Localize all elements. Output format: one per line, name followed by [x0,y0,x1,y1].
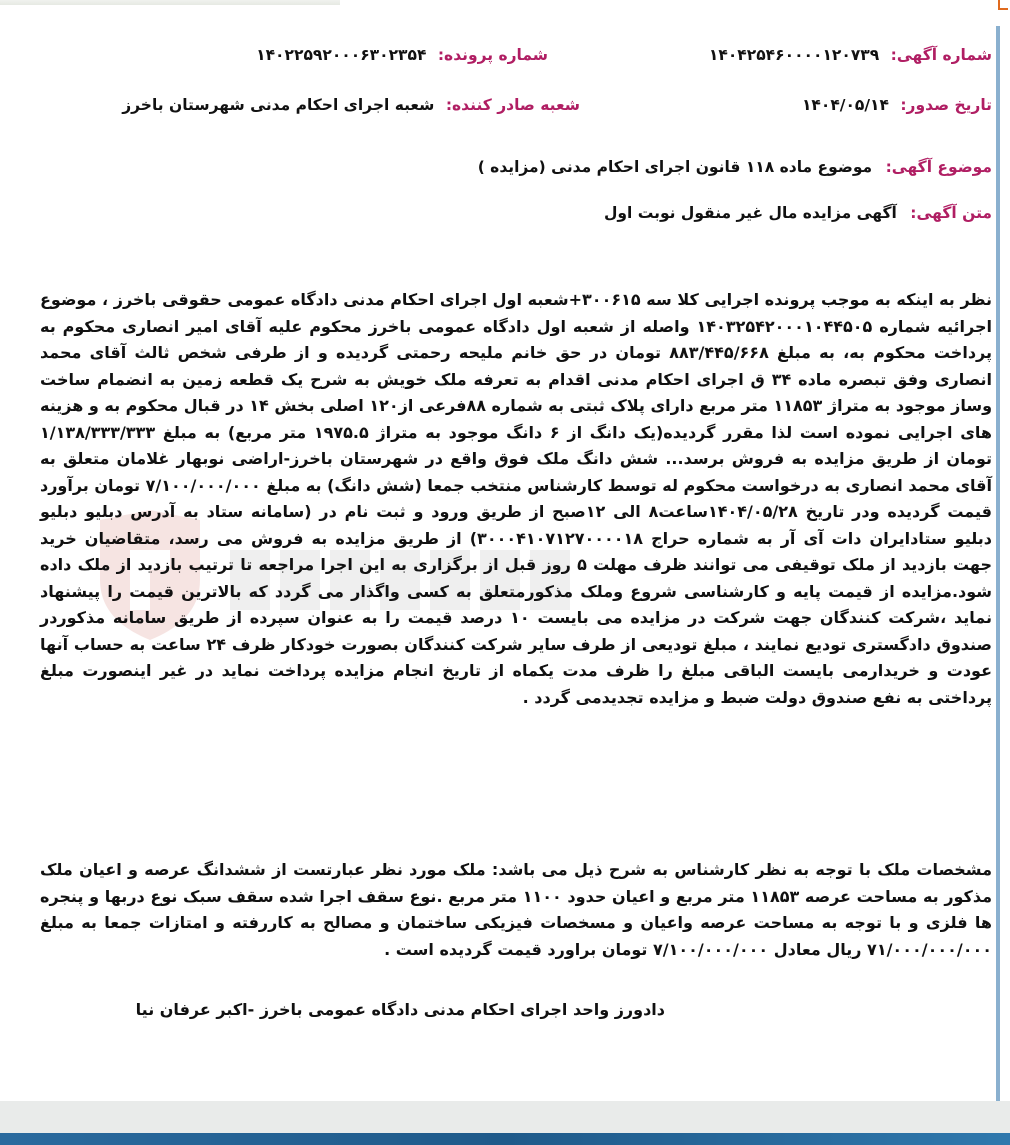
top-strip-tab [0,0,340,5]
issuing-branch-label: شعبه صادر کننده: [445,96,580,114]
issue-date-row [802,96,992,114]
subject-row [478,158,992,176]
notice-text-label: متن آگهی: [910,204,992,222]
case-number-label: شماره پرونده: [437,46,548,64]
case-number-row [256,46,548,64]
issuing-branch-value: شعبه اجرای احکام مدنی شهرستان باخرز [122,96,435,114]
bottom-bar [0,1133,1010,1145]
subject-label: موضوع آگهی: [885,158,992,176]
issue-date-value: ۱۴۰۴/۰۵/۱۴ [801,96,889,114]
top-strip [0,0,1010,26]
corner-marker [998,0,1008,10]
notice-text-value: آگهی مزایده مال غیر منقول نوبت اول [603,204,897,222]
notice-text-row [604,204,992,222]
auction-details-paragraph: نظر به اینکه به موجب پرونده اجرایی کلا سه ۳۰۰۶۱۵+شعبه اول اجرای احکام مدنی دادگاه عمومی حقوقی باخرز ، موضوع اجرائیه شماره ۱۴۰۳۲۵۴۲۰۰۰۱۰۴۴۵۰۵ واصله از شعبه اول دادگاه عمومی باخرز محکوم علیه آقای امیر انصاری محکوم به پرداخت محکوم به، به مبلغ ۸۸۳/۴۴۵/۶۶۸ تومان در حق خانم ملیحه رحمتی گردیده و از طرفی شخص ثالث آقای محمد انصاری وفق تبصره ماده ۳۴ ق اجرای احکام مدنی اقدام به تعرفه ملک خویش به شرح یک قطعه زمین به انضمام ساخت وساز موجود به متراژ ۱۱۸۵۳ متر مربع دارای پلاک ثبتی به شماره ۸۸فرعی از۱۲۰ اصلی بخش ۱۴ در قبال محکوم به و هزینه های اجرایی نموده است لذا مقرر گردیده(یک دانگ از ۶ دانگ موجود به متراژ ۱۹۷۵.۵ متر مربع) به مبلغ ۱/۱۳۸/۳۳۳/۳۳۳ تومان از طریق مزایده به فروش برسد... شش دانگ ملک فوق واقع در شهرستان باخرز-اراضی نوبهار غلامان متعلق به آقای محمد انصاری به درخواست محکوم له توسط کارشناس منتخب جمعا (شش دانگ) به مبلغ ۷/۱۰۰/۰۰۰/۰۰۰ تومان برآورد قیمت گردیده ودر تاریخ ۱۴۰۴/۰۵/۲۸ساعت۸ الی ۱۲صبح از طریق ورود و ثبت نام در (سامانه ستاد به آدرس دبلیو دبلیو دبلیو ستادایران دات آی آر به شماره حراج ۳۰۰۰۴۱۰۷۱۲۷۰۰۰۰۱۸) از طریق مزایده به فروش می رسد، متقاضیان خرید جهت بازدید از ملک توقیفی می توانند ظرف مهلت ۵ روز قبل از برگزاری به این اجرا مراجعه تا ترتیب بازدید از ملک داده شود.مزایده از قیمت پایه و کارشناسی شروع وملک مذکورمتعلق به کسی واگذار می گردد که بالاترین قیمت را پیشنهاد نماید ،شرکت کنندگان جهت شرکت در مزایده می بایست ۱۰ درصد قیمت را به عنوان سپرده از طریق سامانه مذکوردر صندوق دادگستری تودیع نمایند ، مبلغ تودیعی از طرف سایر شرکت کنندگان بصورت خودکار ظرف ۲۴ ساعت به حساب آنها عودت و خریدارمی بایست الباقی مبلغ را ظرف مدت یکماه از تاریخ انجام مزایده پرداخت نماید در غیر اینصورت مبلغ پرداختی به نفع صندوق دولت ضبط و مزایده تجدیدمی گردد . [40,290,993,707]
signature-line: دادورز واحد اجرای احکام مدنی دادگاه عمومی باخرز -اکبر عرفان نیا [135,1000,665,1019]
subject-value: موضوع ماده ۱۱۸ قانون اجرای احکام مدنی (مزایده ) [477,158,873,176]
property-specs-paragraph: مشخصات ملک با توجه به نظر کارشناس به شرح ذیل می باشد: ملک مورد نظر عبارتست از ششدانگ عرصه و اعیان ملک مذکور به مساحت عرصه ۱۱۸۵۳ متر مربع و اعیان حدود ۱۱۰۰ متر مربع .نوع سقف اجرا شده سقف سبک نوع دربها و پنجره ها فلزی و با توجه به مساحت عرصه واعیان و مسخصات فیزیکی ساختمان و مصالح به کاررفته و امتازات جمعا به مبلغ ۷۱/۰۰۰/۰۰۰/۰۰۰ ریال معادل ۷/۱۰۰/۰۰۰/۰۰۰ تومان براورد قیمت گردیده است . [40,860,993,959]
bottom-panel [0,1101,1010,1133]
issue-date-label: تاریخ صدور: [900,96,992,114]
issuing-branch-row [122,96,580,114]
case-number-value: ۱۴۰۲۲۵۹۲۰۰۰۶۳۰۲۳۵۴ [256,46,427,64]
notice-number-value: ۱۴۰۴۲۵۴۶۰۰۰۰۱۲۰۷۳۹ [708,46,880,64]
notice-number-label: شماره آگهی: [890,46,992,64]
notice-number-row [709,46,992,64]
